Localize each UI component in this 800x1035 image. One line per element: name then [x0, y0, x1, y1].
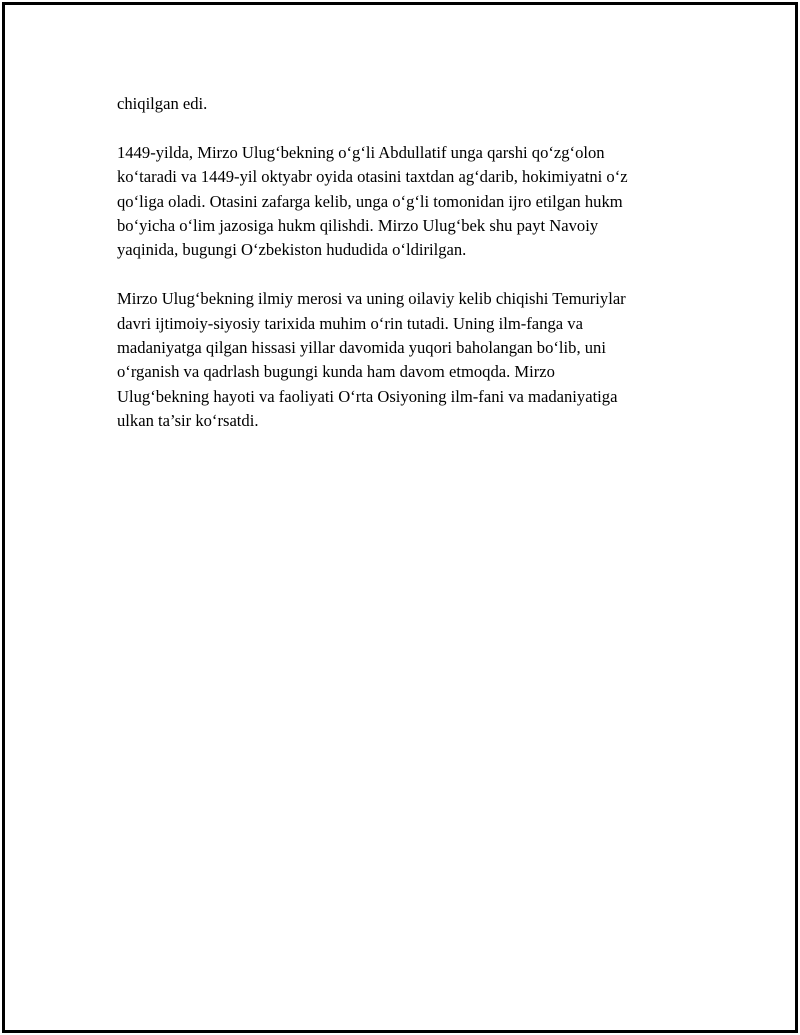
- paragraph-abdullatif-revolt: 1449-yilda, Mirzo Ulug‘bekning o‘g‘li Abdullatif unga qarshi qo‘zg‘olon ko‘taradi va 1449-yil oktyabr oyida otasini taxtdan ag‘darib, hokimiyatni o‘z qo‘liga oladi. Otasini zafarga kelib, unga o‘g‘li tomonidan ijro etilgan hukm bo‘yicha o‘lim jazosiga hukm qilishdi. Mirzo Ulug‘bek shu payt Navoiy yaqinida, bugungi O‘zbekiston hududida o‘ldirilgan.: [117, 142, 628, 260]
- paragraph-continuation: chiqilgan edi.: [117, 94, 208, 113]
- paragraph-spacer: [117, 263, 697, 287]
- document-body: [117, 92, 697, 434]
- paragraph-spacer: [117, 116, 697, 140]
- paragraph-legacy: Mirzo Ulug‘bekning ilmiy merosi va uning oilaviy kelib chiqishi Temuriylar davri ijtimoiy-siyosiy tarixida muhim o‘rin tutadi. Uning ilm-fanga va madaniyatga qilgan hissasi yillar davomida yuqori baholangan bo‘lib, uni o‘rganish va qadrlash bugungi kunda ham davom etmoqda. Mirzo Ulug‘bekning hayoti va faoliyati O‘rta Osiyoning ilm-fani va madaniyatiga ulkan ta’sir ko‘rsatdi.: [117, 289, 626, 431]
